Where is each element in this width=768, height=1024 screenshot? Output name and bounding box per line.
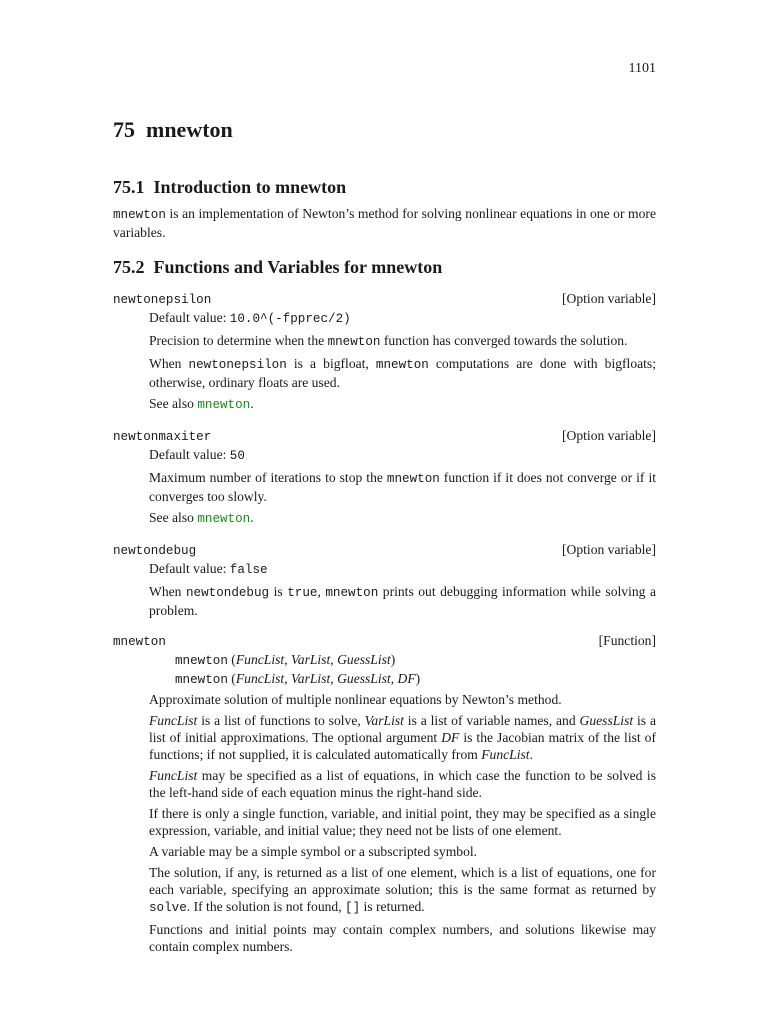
- text: prints out debugging information while solving a problem.: [149, 584, 656, 618]
- see-also-link[interactable]: mnewton: [197, 398, 251, 412]
- definition-name: mnewton: [113, 635, 166, 649]
- code-span: mnewton: [327, 335, 381, 349]
- text: .: [250, 396, 254, 411]
- definition-body: [149, 651, 656, 955]
- chapter-number: 75: [113, 117, 135, 142]
- definition-newtonepsilon: [113, 291, 656, 414]
- description-paragraph: [149, 767, 656, 801]
- default-value-line: [149, 560, 656, 579]
- chapter-name: mnewton: [146, 117, 233, 142]
- code-span: true: [287, 586, 318, 600]
- text: is a list of initial approximations. The optional argument: [149, 713, 656, 745]
- text: Precision to determine when the: [149, 333, 328, 348]
- description-paragraph: Functions and initial points may contain complex numbers, and solutions likewise may contain complex numbers.: [149, 922, 656, 954]
- default-value: 10.0^(-fpprec/2): [229, 312, 351, 326]
- see-also-line: [149, 395, 656, 414]
- section-title: Introduction to mnewton: [153, 177, 347, 197]
- code-span: newtonepsilon: [188, 358, 287, 372]
- section-number: 75.1: [113, 177, 145, 197]
- definition-body: [149, 309, 656, 414]
- definition-category: [Option variable]: [562, 428, 656, 443]
- description-paragraph: [149, 355, 656, 391]
- section-heading-functions: [113, 257, 442, 278]
- text: .: [529, 747, 533, 762]
- definition-body: [149, 446, 656, 528]
- see-also-line: [149, 509, 656, 528]
- definition-header: [113, 291, 656, 309]
- default-label: Default value:: [149, 561, 230, 576]
- code-span: solve: [149, 901, 187, 915]
- description-paragraph: [149, 583, 656, 619]
- code-span: newtondebug: [185, 586, 270, 600]
- code-span: mnewton: [113, 208, 166, 222]
- argument: FuncList: [235, 671, 285, 686]
- signature-line: mnewton (FuncList, VarList, GuessList, DF): [175, 671, 421, 687]
- definition-header: [113, 633, 656, 651]
- definition-newtondebug: [113, 542, 656, 619]
- intro-paragraph: [113, 205, 656, 241]
- code-span: mnewton: [386, 472, 440, 486]
- argument: FuncList: [481, 747, 530, 762]
- text: computations are done with bigfloats; otherwise, ordinary floats are used.: [149, 356, 656, 390]
- argument: VarList: [364, 713, 404, 728]
- description-paragraph: [149, 469, 656, 505]
- text: When: [149, 356, 189, 371]
- description-paragraph: A variable may be a simple symbol or a subscripted symbol.: [149, 844, 478, 859]
- definition-name: newtondebug: [113, 544, 197, 558]
- section-number: 75.2: [113, 257, 145, 277]
- default-value: 50: [229, 449, 245, 463]
- text: function has converged towards the solution.: [380, 333, 628, 348]
- intro-text: is an implementation of Newton’s method for solving nonlinear equations in one or more variables.: [113, 206, 656, 240]
- signature-name: mnewton: [175, 654, 228, 668]
- text: .: [250, 510, 254, 525]
- definition-mnewton: [113, 633, 656, 955]
- text: may be specified as a list of equations, in which case the function to be solved is the left-hand side of each equation minus the right-hand side.: [149, 768, 656, 800]
- page-number: 1101: [628, 61, 656, 76]
- code-span: []: [345, 901, 361, 915]
- default-value-line: [149, 446, 656, 465]
- text: . If the solution is not found,: [186, 899, 346, 914]
- text: ,: [317, 584, 326, 599]
- text: is: [269, 584, 288, 599]
- definition-body: [149, 560, 656, 619]
- argument: VarList: [290, 671, 331, 686]
- description-paragraph: If there is only a single function, variable, and initial point, they may be specified as a single expression, variable, and initial value; they need not be lists of one element.: [149, 806, 656, 838]
- text: is a list of functions to solve,: [197, 713, 365, 728]
- section-title: Functions and Variables for mnewton: [153, 257, 443, 277]
- definitions-list: [113, 291, 656, 959]
- text: function if it does not converge or if it converges too slowly.: [149, 470, 656, 504]
- definition-header: [113, 428, 656, 446]
- argument: VarList: [290, 652, 331, 667]
- argument: FuncList: [149, 768, 198, 783]
- argument: GuessList: [337, 671, 391, 686]
- text: The solution, if any, is returned as a list of one element, which is a list of equations, one for each variable, specifying an approximate solution; this is the same format as returned by: [149, 865, 656, 897]
- definition-newtonmaxiter: [113, 428, 656, 528]
- default-label: Default value:: [149, 310, 230, 325]
- default-label: Default value:: [149, 447, 230, 462]
- definition-category: [Function]: [598, 633, 656, 648]
- description-paragraph: [149, 864, 656, 917]
- definition-name: newtonepsilon: [113, 293, 212, 307]
- argument: GuessList: [579, 713, 634, 728]
- default-value: false: [229, 563, 268, 577]
- description-paragraph: [149, 332, 656, 351]
- text: is a list of variable names, and: [403, 713, 580, 728]
- text: is returned.: [360, 899, 425, 914]
- definition-name: newtonmaxiter: [113, 430, 212, 444]
- text: See also: [149, 396, 198, 411]
- description-paragraph: Approximate solution of multiple nonlinear equations by Newton’s method.: [149, 692, 562, 707]
- definition-category: [Option variable]: [562, 291, 656, 306]
- see-also-link[interactable]: mnewton: [197, 512, 251, 526]
- argument: DF: [441, 730, 460, 745]
- argument: FuncList: [149, 713, 198, 728]
- text: When: [149, 584, 186, 599]
- section-heading-intro: [113, 177, 346, 198]
- definition-category: [Option variable]: [562, 542, 656, 557]
- signature-name: mnewton: [175, 673, 228, 687]
- description-paragraph: [149, 712, 656, 763]
- text: is a bigfloat,: [286, 356, 376, 371]
- code-span: mnewton: [325, 586, 379, 600]
- text: Maximum number of iterations to stop the: [149, 470, 387, 485]
- definition-header: [113, 542, 656, 560]
- text: is the Jacobian matrix of the list of functions; if not supplied, it is calculated automatically from: [149, 730, 656, 762]
- default-value-line: [149, 309, 656, 328]
- text: See also: [149, 510, 198, 525]
- argument: DF: [397, 671, 416, 686]
- signature-line: mnewton (FuncList, VarList, GuessList): [175, 652, 396, 668]
- argument: GuessList: [337, 652, 391, 667]
- code-span: mnewton: [375, 358, 429, 372]
- argument: FuncList: [235, 652, 285, 667]
- chapter-title: [113, 117, 233, 143]
